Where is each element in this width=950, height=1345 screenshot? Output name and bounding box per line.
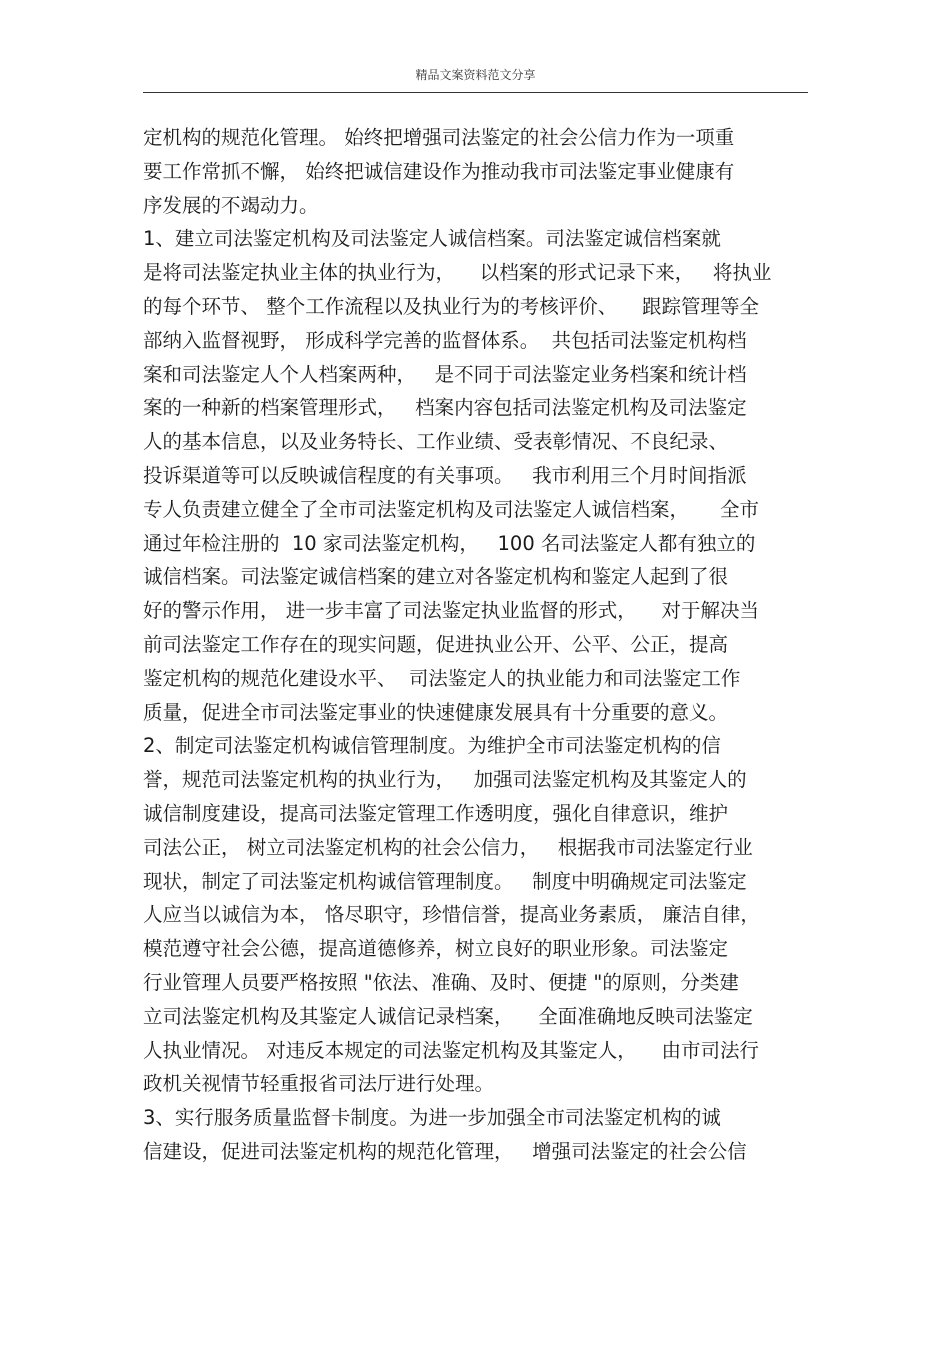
text-line: 要工作常抓不懈， 始终把诚信建设作为推动我市司法鉴定事业健康有 bbox=[143, 159, 735, 183]
text-line: 诚信制度建设，提高司法鉴定管理工作透明度，强化自律意识，维护 bbox=[143, 801, 729, 825]
text-line: 投诉渠道等可以反映诚信程度的有关事项。 我市利用三个月时间指派 bbox=[143, 463, 747, 487]
text-line: 序发展的不竭动力。 bbox=[143, 193, 319, 217]
text-line: 现状，制定了司法鉴定机构诚信管理制度。 制度中明确规定司法鉴定 bbox=[143, 869, 747, 893]
text-line: 信建设，促进司法鉴定机构的规范化管理， 增强司法鉴定的社会公信 bbox=[143, 1139, 747, 1163]
text-line: 1、建立司法鉴定机构及司法鉴定人诚信档案。司法鉴定诚信档案就 bbox=[143, 227, 721, 251]
text-line: 部纳入监督视野， 形成科学完善的监督体系。 共包括司法鉴定机构档 bbox=[143, 328, 747, 352]
text-line: 誉，规范司法鉴定机构的执业行为， 加强司法鉴定机构及其鉴定人的 bbox=[143, 768, 747, 792]
text-line: 政机关视情节轻重报省司法厅进行处理。 bbox=[143, 1072, 495, 1096]
text-line: 人执业情况。 对违反本规定的司法鉴定机构及其鉴定人， 由市司法行 bbox=[143, 1038, 759, 1062]
text-line: 的每个环节、 整个工作流程以及执业行为的考核评价、 跟踪管理等全 bbox=[143, 294, 759, 318]
text-line: 通过年检注册的 10 家司法鉴定机构， 100 名司法鉴定人都有独立的 bbox=[143, 531, 756, 555]
text-line: 3、实行服务质量监督卡制度。为进一步加强全市司法鉴定机构的诚 bbox=[143, 1106, 721, 1130]
text-line: 行业管理人员要严格按照 "依法、准确、及时、便捷 "的原则，分类建 bbox=[143, 970, 739, 994]
text-line: 案的一种新的档案管理形式， 档案内容包括司法鉴定机构及司法鉴定 bbox=[143, 396, 747, 420]
document-body bbox=[143, 121, 808, 1169]
text-line: 前司法鉴定工作存在的现实问题，促进执业公开、公平、公正，提高 bbox=[143, 632, 729, 656]
text-line: 质量，促进全市司法鉴定事业的快速健康发展具有十分重要的意义。 bbox=[143, 700, 729, 724]
text-line: 定机构的规范化管理。 始终把增强司法鉴定的社会公信力作为一项重 bbox=[143, 126, 735, 149]
text-line: 是将司法鉴定执业主体的执业行为， 以档案的形式记录下来， 将执业 bbox=[143, 261, 772, 285]
text-line: 2、制定司法鉴定机构诚信管理制度。为维护全市司法鉴定机构的信 bbox=[143, 734, 721, 758]
header-title: 精品文案资料范文分享 bbox=[415, 68, 536, 82]
text-line: 专人负责建立健全了全市司法鉴定机构及司法鉴定人诚信档案， 全市 bbox=[143, 497, 759, 521]
text-line: 人应当以诚信为本， 恪尽职守，珍惜信誉，提高业务素质， 廉洁自律， bbox=[143, 903, 760, 927]
text-line: 模范遵守社会公德，提高道德修养，树立良好的职业形象。司法鉴定 bbox=[143, 937, 729, 961]
text-line: 司法公正， 树立司法鉴定机构的社会公信力， 根据我市司法鉴定行业 bbox=[143, 835, 753, 859]
text-line: 好的警示作用， 进一步丰富了司法鉴定执业监督的形式， 对于解决当 bbox=[143, 599, 759, 623]
text-line: 立司法鉴定机构及其鉴定人诚信记录档案， 全面准确地反映司法鉴定 bbox=[143, 1004, 753, 1028]
text-line: 人的基本信息，以及业务特长、工作业绩、受表彰情况、不良纪录、 bbox=[143, 430, 729, 454]
page-header bbox=[143, 64, 808, 93]
text-line: 案和司法鉴定人个人档案两种， 是不同于司法鉴定业务档案和统计档 bbox=[143, 362, 747, 386]
text-line: 鉴定机构的规范化建设水平、 司法鉴定人的执业能力和司法鉴定工作 bbox=[143, 666, 741, 690]
text-line: 诚信档案。司法鉴定诚信档案的建立对各鉴定机构和鉴定人起到了很 bbox=[143, 565, 729, 589]
